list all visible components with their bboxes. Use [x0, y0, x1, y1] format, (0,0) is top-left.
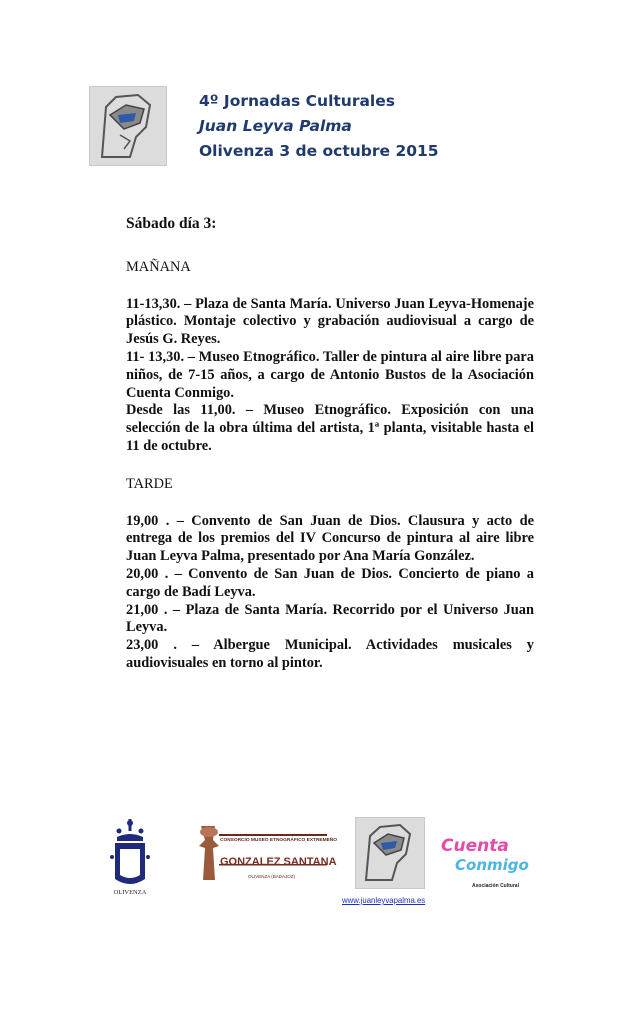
morning-item: 11- 13,30. – Museo Etnográfico. Taller de pintura al aire libre para niños, de 7-15 años, a cargo de Antonio Bustos de la Asociación Cuenta Conmigo. — [126, 348, 534, 401]
juan-leyva-footer-logo — [355, 817, 425, 889]
morning-item: 11-13,30. – Plaza de Santa María. Universo Juan Leyva-Homenaje plástico. Montaje colectivo y grabación audiovisual a cargo de Jesús G. Reyes. — [126, 295, 534, 348]
museum-title: CONSORCIO MUSEO ETNOGRÁFICO EXTREMEÑO — [220, 838, 337, 843]
cuenta-conmigo-logo-line2: Conmigo — [455, 856, 529, 874]
header-artist: Juan Leyva Palma — [199, 117, 352, 135]
header-date: Olivenza 3 de octubre 2015 — [199, 142, 439, 160]
afternoon-item: 23,00 . – Albergue Municipal. Actividades musicales y audiovisuales en torno al pintor. — [126, 637, 534, 671]
olivenza-label: OLIVENZA — [113, 889, 147, 896]
day-title: Sábado día 3: — [126, 215, 217, 232]
museum-location: OLIVENZA (BADAJOZ) — [248, 874, 296, 879]
morning-heading: MAÑANA — [126, 258, 191, 275]
header-edition: 4º Jornadas Culturales — [199, 92, 395, 110]
cuenta-conmigo-logo-line1: Cuenta — [441, 836, 509, 856]
afternoon-item: 20,00 . – Convento de San Juan de Dios. Concierto de piano a cargo de Badí Leyva. — [126, 565, 534, 600]
museum-logo — [193, 820, 331, 890]
juan-leyva-logo — [89, 86, 167, 166]
morning-item: Desde las 11,00. – Museo Etnográfico. Exposición con una selección de la obra última del artista, 1ª planta, visitable hasta el 11 de octubre. — [126, 402, 534, 454]
website-link[interactable]: www.juanleyvapalma.es — [342, 896, 426, 905]
program-body — [126, 215, 534, 673]
afternoon-heading: TARDE — [126, 475, 173, 492]
afternoon-item: 21,00 . – Plaza de Santa María. Recorrido por el Universo Juan Leyva. — [126, 601, 534, 636]
museum-name: GONZALEZ SANTANA — [220, 856, 337, 868]
afternoon-item: 19,00 . – Convento de San Juan de Dios. Clausura y acto de entrega de los premios del IV Concurso de pintura al aire libre Juan Leyva Palma, presentado por Ana María González. — [126, 512, 534, 565]
cuenta-conmigo-subtitle: Asociación Cultural — [472, 883, 519, 889]
event-header — [199, 89, 439, 164]
